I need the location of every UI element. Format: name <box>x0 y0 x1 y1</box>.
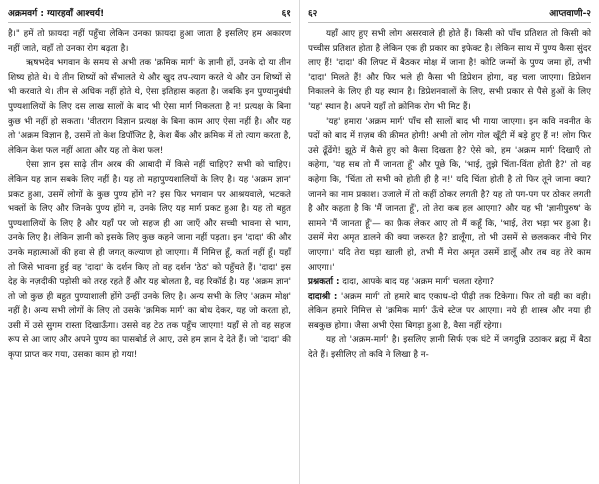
left-paragraph-1: है।" हमें तो फ़ायदा नहीं पहुँचा लेकिन उनका फ़ायदा हुआ जाता है इसलिए हम अकारण नहीं जाते, वहाँ तो उनका रोग बढ़ता है। <box>8 29 291 54</box>
qa-question-text: दादा, आपके बाद यह 'अक्रम मार्ग' चलता रहेगा? <box>342 277 495 288</box>
right-paragraph-last: यह तो 'अक्रम-मार्ग' है। इसलिए ज्ञानी सिर्फ एक घंटे में जगदुन्नि उठाकर ब्रह्म में बैठा देते हैं। इसीलिए तो कवि ने लिखा है न- <box>308 335 591 361</box>
left-page-header <box>8 6 291 23</box>
left-page-number: ६१ <box>281 9 291 19</box>
right-page <box>300 0 599 484</box>
qa-question <box>308 275 591 290</box>
left-paragraph-2: ऋषभदेव भगवान के समय से अभी तक 'क्रमिक मार्ग' के ज्ञानी हों, उनके दो या तीन शिष्य होते थे। ये तीन शिष्यों को सँभालते थे और खुद तप-त्याग करते थे और उन शिष्यों से भी करवाते थे। तीन से अधिक नहीं होते थे, ऐसा इतिहास कहता है। जबकि इन पुण्यानुबंधी पुण्यशालियों के लिए दस लाख सालों के बाद भी ऐसा मार्ग निकलता है न! प्रत्यक्ष के बिना कुछ भी नहीं हो सकता। 'वीतराग विज्ञान प्रत्यक्ष के बिना काम आए ऐसा नहीं है। और यह तो 'अक्रम विज्ञान है, उसमें तो केश डिपॉजिट है, केश बैंक और क्रमिक में तो त्याग करता है, लेकिन केश फल नहीं आता और यह तो केश फल! <box>8 58 291 156</box>
left-header-title: अक्रमवर्ग : ग्यारहवाँ आश्चर्य! <box>8 9 105 19</box>
qa-answer-label: दादाश्री : <box>308 291 338 302</box>
left-paragraph-3: ऐसा ज्ञान इस साढ़े तीन अरब की आबादी में किसे नहीं चाहिए? सभी को चाहिए। लेकिन यह ज्ञान सबके लिए नहीं है। यह तो महापुण्यशालियों के लिए है। यह 'अक्रम ज्ञान' प्रकट हुआ, उसमें लोगों के कुछ पुण्य होंगे न? इस फिर भगवान पर आश्रयवाले, भटकते भक्तों के लिए और जिनके पुण्य होंगे न, उनके लिए यह मार्ग प्रकट हुआ है। यह तो बहुत पुण्यशालियों के लिए है और यहाँ पर जो सहज ही आ जाएँ और सच्ची भावना से भाग, उनके लिए है। लेकिन ज्ञानी को इसके लिए कुछ कहने जाना नहीं पड़ता। इन 'दादा' की और उनके महात्माओं की हवा से ही जगत् कल्याण हो जाएगा। मैं निमित्त हूँ, कर्ता नहीं हूँ। यहाँ तो जिसे भावना हुई वह 'दादा' के दर्शन किए तो वह दर्शन 'ठेठ' को पहुँचते हैं। 'दादा' इस देह के नज़दीकी पड़ोसी को तरह रहते हैं और यह बोलता है, वह रिकॉर्ड है। यह 'अक्रम ज्ञान' तो जो कुछ ही बहुत पुण्याशाली होंगे उन्हीं उनके लिए है। अन्य सभी के लिए 'अक्रम मोक्ष' नहीं है। अन्य सभी लोगों के लिए तो उसके 'क्रमिक मार्ग' का बोध देकर, यह जो करता हो, उसी में उसे सुगम रास्ता दिखाऊँगा। उससे वह टेठ तक पहुँच जाएगा! यहाँ से तो वह सहज रूप से आ जाए और अपने पुण्य का पासबोर्ड ले आए, उसे हम ज्ञान दे देते हैं। जो 'दादा' की कृपा प्राप्त कर गया, उसका काम हो गया! <box>8 160 291 361</box>
right-page-header <box>308 6 591 23</box>
qa-answer-text: 'अक्रम मार्ग' तो हमारे बाद एकाध-दो पीढ़ी तक टिकेगा। फिर तो वही का वही। लेकिन हमारे निमित्त से 'क्रमिक मार्ग' ऊँचे स्टेज पर आएगा। नये ही शास्त्र और नया ही सबकुछ होगा। जैसा अभी ऐसा बिगड़ा हुआ है, वैसा नहीं रहेगा। <box>308 291 591 331</box>
qa-answer <box>308 290 591 334</box>
right-paragraph-1: यहाँ आए हुए सभी लोग असरवाले ही होते हैं। किसी को पाँच प्रतिशत तो किसी को पच्चीस प्रतिशत होता है लेकिन एक ही प्रकार का इफेक्ट है। लेकिन साथ में पुण्य कैसा सुंदर लाए हैं! 'दादा' की लिफ्ट में बैठकर मोक्ष में जाना है! कोटि जन्मों के पुण्य जमा हों, तभी 'दादा' मिलते हैं! और फिर भले ही कैसा भी डिप्रेशन होगा, वह चला जाएगा। डिप्रेशन निकालने के लिए ही यह स्थान है। डिप्रेशनवालों के लिए, सभी प्रकार से पैसे हुओं के लिए 'यह' स्थान है। अपने यहाँ तो क्रोनिक रोग भी मिट हैं। <box>308 29 591 112</box>
right-page-number: ६२ <box>308 9 318 19</box>
right-paragraph-2: 'यह' हमारा 'अक्रम मार्ग' पाँच सौ सालों बाद भी गाया जाएगा। इन कवि नवनीत के पदों को बाद में ग़ज़ब की क़ीमत होगी! अभी तो लोग गोल खूँटी में बड़े हुए हैं न! लोग फिर उसे ढूँढेंगे! झूठे में कैसे हुए को कैसा दिखता है? ऐसे को, हम 'अक्रम मार्ग' दिखाएँ तो कहेगा, 'यह सब तो मैं जानता हूँ' और पूछे कि, 'भाई, तुझे चिंता-विंता होती है?' तो वह कहेगा कि, 'चिंता तो सभी को होती ही है न!' यदि चिंता होती है तो फिर तूने जाना क्या? जानने का नाम प्रकाश। उजाले में तो कहीं ठोकर लगती है? यह तो पग-पग पर ठोकर लगती है और कहता है कि 'मैं जानता हूँ', तो तेरा कब हल आएगा? और यह भी 'ज्ञानीपुरुष' के सामने 'मैं जानता हूँ'— का फ़ैक लेकर आए तो मैं कहूँ कि, 'भाई, तेरा भड़ा भर हुआ है। उसमें मेरा अमृत डालने की क्या जरूरत है? डालूँगा, तो भी उसमें से छलककर नीचे गिर जाएगा।' यदि तेरा घड़ा खाली हो, तभी मैं मेरा अमृत उसमें डालूँ और तब वह तेरे काम आएगा।' <box>308 116 591 273</box>
right-header-title: आप्तवाणी-२ <box>549 9 591 19</box>
qa-question-label: प्रश्नकर्ता : <box>308 277 340 288</box>
